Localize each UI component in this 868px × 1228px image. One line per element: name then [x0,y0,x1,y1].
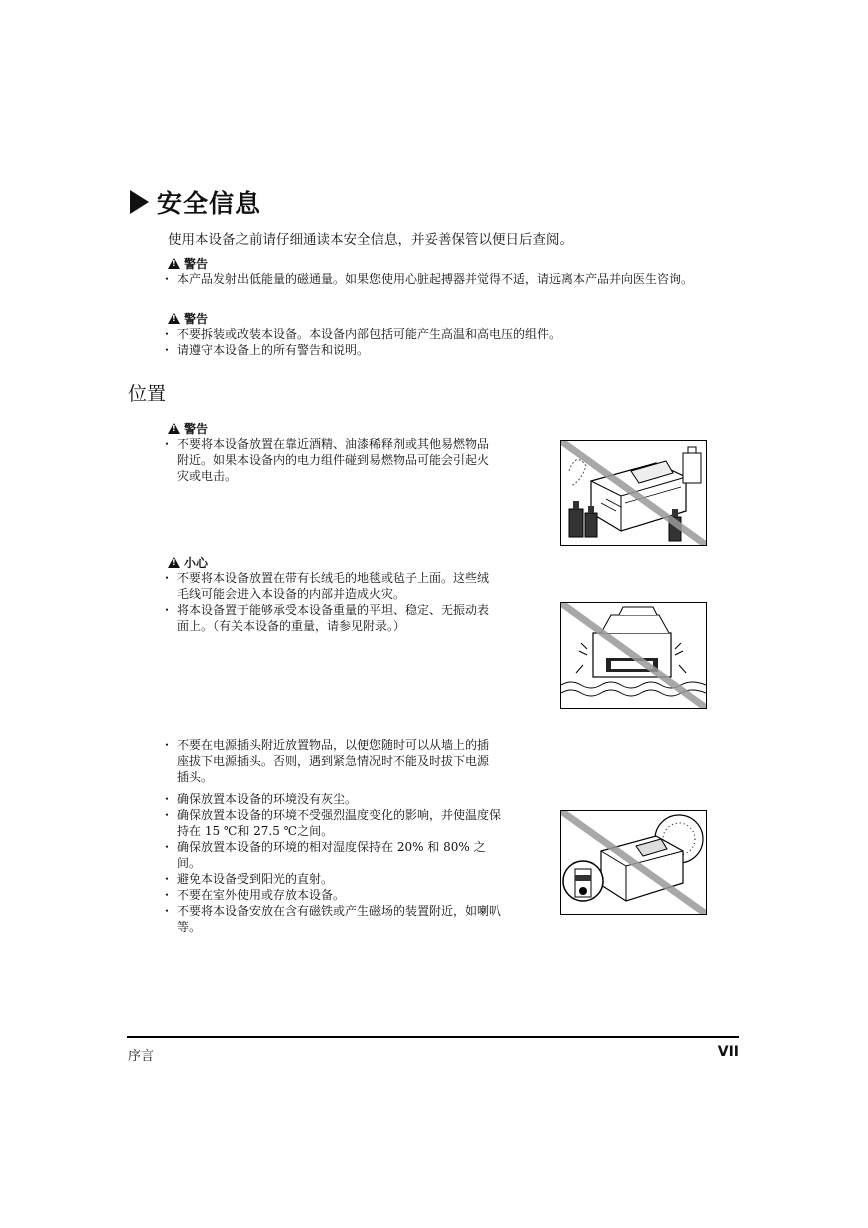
footer-rule [127,1036,739,1038]
caution-icon [168,557,180,568]
page-number: VII [717,1044,739,1060]
bullet-item: ・ 避免本设备受到阳光的直射。 [165,871,508,887]
warning-block-1 [168,256,728,287]
bullet-item: ・ 请遵守本设备上的所有警告和说明。 [165,342,728,358]
warning-heading: ! 警告 [168,421,498,436]
title-text: 安全信息 [157,189,262,218]
flammables-illustration [561,441,706,545]
bullet-item: ・ 确保放置本设备的环境没有灰尘。 [165,791,508,807]
caution-heading: ! 小心 [168,555,498,570]
page-title [130,184,261,220]
bullet-item: ・ 不要将本设备放置在带有长绒毛的地毯或毡子上面。这些绒毛线可能会进入本设备的内部并造成火灾。 [165,570,498,602]
intro-text: 使用本设备之前请仔细通读本安全信息，并妥善保管以便日后查阅。 [168,232,573,248]
bullet-item: ・ 确保放置本设备的环境的相对湿度保持在 20% 和 80% 之间。 [165,839,508,871]
figure-flammables [560,440,707,546]
figure-sunlight [560,810,707,915]
bullet-item: ・ 不要将本设备安放在含有磁铁或产生磁场的装置附近，如喇叭等。 [165,903,508,935]
bullet-item: ・ 本产品发射出低能量的磁通量。如果您使用心脏起搏器并觉得不适，请远离本产品并向医生咨询。 [165,271,728,287]
bullet-item: ・ 不要拆装或改装本设备。本设备内部包括可能产生高温和高电压的组件。 [165,326,728,342]
bullet-item: ・ 将本设备置于能够承受本设备重量的平坦、稳定、无振动表面上。（有关本设备的重量，请参见附录。） [165,602,498,634]
footer-section: 序言 [128,1049,155,1064]
warning-icon [168,258,180,269]
warning-block-3 [168,421,498,484]
carpet-illustration [561,603,706,708]
caution-block [168,555,498,634]
warning-icon [168,313,180,324]
environment-block [168,791,508,935]
warning-heading: ! 警告 [168,256,728,271]
play-triangle-icon [130,190,149,214]
bullet-item: ・ 确保放置本设备的环境不受强烈温度变化的影响，并使温度保持在 15 ℃和 27.5 ℃之间。 [165,807,508,839]
warning-icon [168,423,180,434]
warning-heading: ! 警告 [168,311,728,326]
sunlight-illustration [561,811,706,914]
bullet-item: ・ 不要在电源插头附近放置物品，以便您随时可以从墙上的插座拔下电源插头。否则，遇到紧急情况时不能及时拔下电源插头。 [165,737,498,785]
warning-block-2 [168,311,728,358]
plug-block [168,737,498,785]
bullet-item: ・ 不要在室外使用或存放本设备。 [165,887,508,903]
section-heading: 位置 [128,383,167,405]
figure-carpet [560,602,707,709]
bullet-item: ・ 不要将本设备放置在靠近酒精、油漆稀释剂或其他易燃物品附近。如果本设备内的电力组件碰到易燃物品可能会引起火灾或电击。 [165,436,498,484]
